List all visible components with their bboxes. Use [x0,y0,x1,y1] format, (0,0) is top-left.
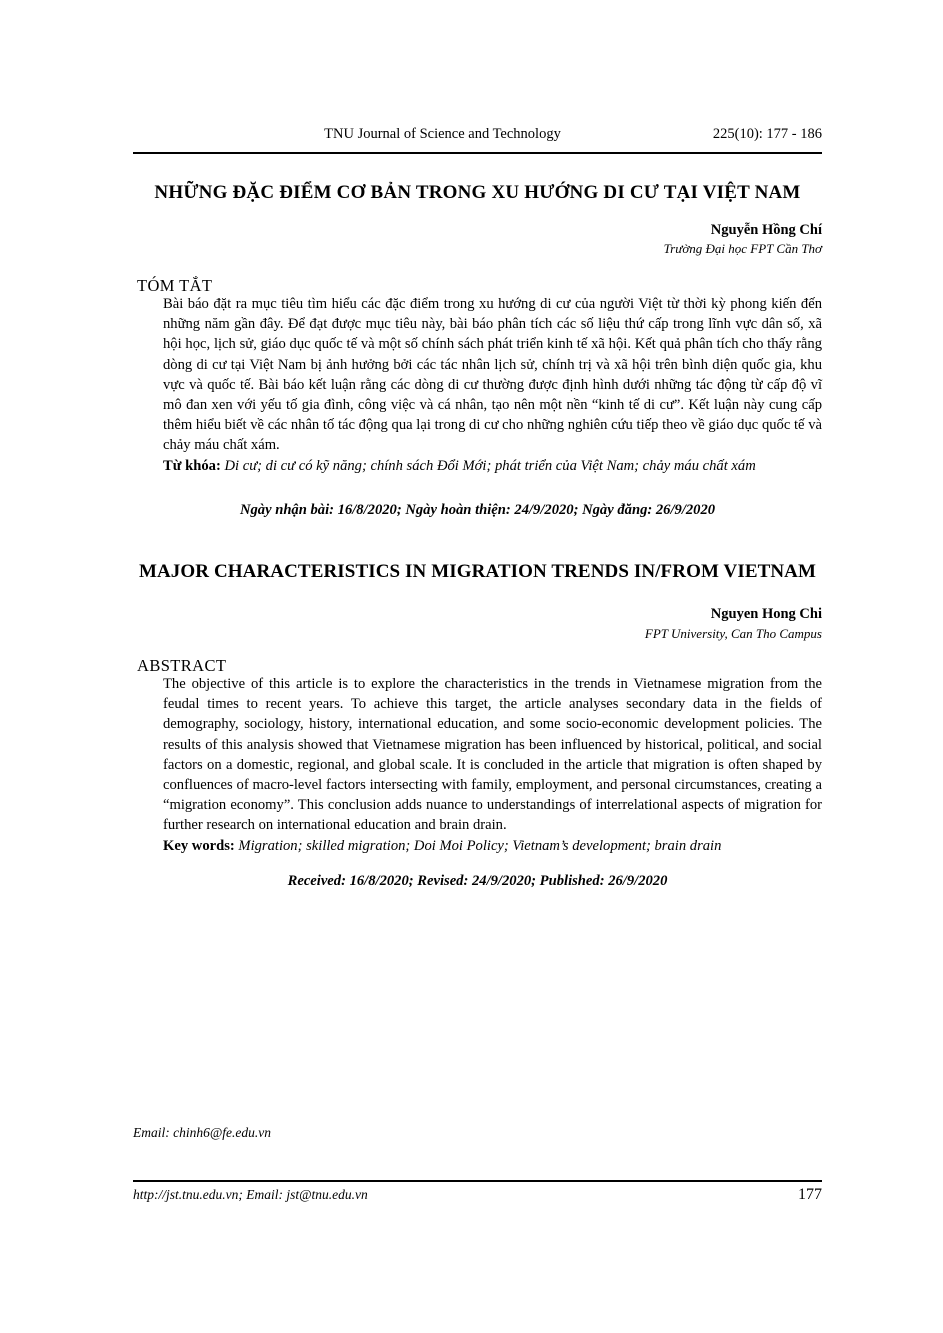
footer-divider [133,1180,822,1182]
vietnamese-abstract-heading: TÓM TẮT [137,276,213,295]
vietnamese-keywords-line [163,456,822,476]
vietnamese-keywords-label: Từ khóa: [163,457,221,474]
vietnamese-abstract-text: Bài báo đặt ra mục tiêu tìm hiểu các đặc điểm trong xu hướng di cư của người Việt từ thời kỳ phong kiến đến những năm gần đây. Để đạt được mục tiêu này, bài báo phân tích các số liệu thứ cấp trong lĩnh vực dân số, xã hội học, lịch sử, giáo dục quốc tế và một số chính sách phát triển kinh tế xã hội. Kết quả phân tích cho thấy rằng dòng di cư tại Việt Nam bị ảnh hưởng bởi các tác nhân lịch sử, chính trị và xã hội trên bình diện quốc gia, khu vực và quốc tế. Bài báo kết luận rằng các dòng di cư thường được định hình dưới những tác động từ cấp độ vĩ mô đan xen với yếu tố gia đình, công việc và cá nhân, tạo nên một nền “kinh tế di cư”. Kết luận này cung cấp thêm hiểu biết về các nhân tố tác động qua lại trong di cư cho những nghiên cứu tiếp theo về giáo dục quốc tế và chảy máu chất xám. [163,296,822,454]
vietnamese-author-name: Nguyễn Hồng Chí [710,222,822,238]
running-head [133,126,822,143]
english-abstract-heading: ABSTRACT [137,656,227,675]
corresponding-email-note: Email: chinh6@fe.edu.vn [133,1125,272,1140]
vietnamese-dates-line: Ngày nhận bài: 16/8/2020; Ngày hoàn thiện: 24/9/2020; Ngày đăng: 26/9/2020 [239,502,716,518]
page-number: 177 [798,1186,822,1203]
english-title: MAJOR CHARACTERISTICS IN MIGRATION TRENDS IN/FROM VIETNAM [138,561,817,582]
journal-name: TNU Journal of Science and Technology [324,126,561,142]
english-abstract-text: The objective of this article is to explore the characteristics in the trends in Vietnamese migration from the feudal times to recent years. To achieve this target, the article analyses secondary data in the fields of demography, sociology, history, international education, and some socio-economic development policies. The results of this analysis showed that Vietnamese migration has been influenced by historical, political, and social factors on a domestic, regional, and global scale. It is concluded in the article that migration is often shaped by confluences of macro-level factors intersecting with family, employment, and personal circumstances, creating a “migration economy”. This conclusion adds nuance to understandings of interrelational aspects of migration for further research on international education and brain drain. [163,676,822,834]
vietnamese-abstract [163,294,822,476]
vietnamese-affiliation: Trường Đại học FPT Cần Thơ [663,241,822,256]
english-keywords-text: Migration; skilled migration; Doi Moi Policy; Vietnam’s development; brain drain [238,837,722,854]
english-dates-line: Received: 16/8/2020; Revised: 24/9/2020; Published: 26/9/2020 [287,873,668,889]
english-author-name: Nguyen Hong Chi [710,606,822,622]
vietnamese-keywords-text: Di cư; di cư có kỹ năng; chính sách Đổi Mới; phát triển của Việt Nam; chảy máu chất xám [224,457,756,474]
page-footer [133,1186,822,1204]
english-abstract [163,674,822,856]
english-keywords-line [163,836,822,856]
volume-and-page-range: 225(10): 177 - 186 [712,126,822,142]
english-affiliation: FPT University, Can Tho Campus [644,626,822,641]
header-divider [133,152,822,154]
english-keywords-label: Key words: [163,837,235,854]
journal-website-and-email: http://jst.tnu.edu.vn; Email: jst@tnu.edu.vn [133,1187,368,1202]
vietnamese-title: NHỮNG ĐẶC ĐIỂM CƠ BẢN TRONG XU HƯỚNG DI CƯ TẠI VIỆT NAM [154,182,801,203]
